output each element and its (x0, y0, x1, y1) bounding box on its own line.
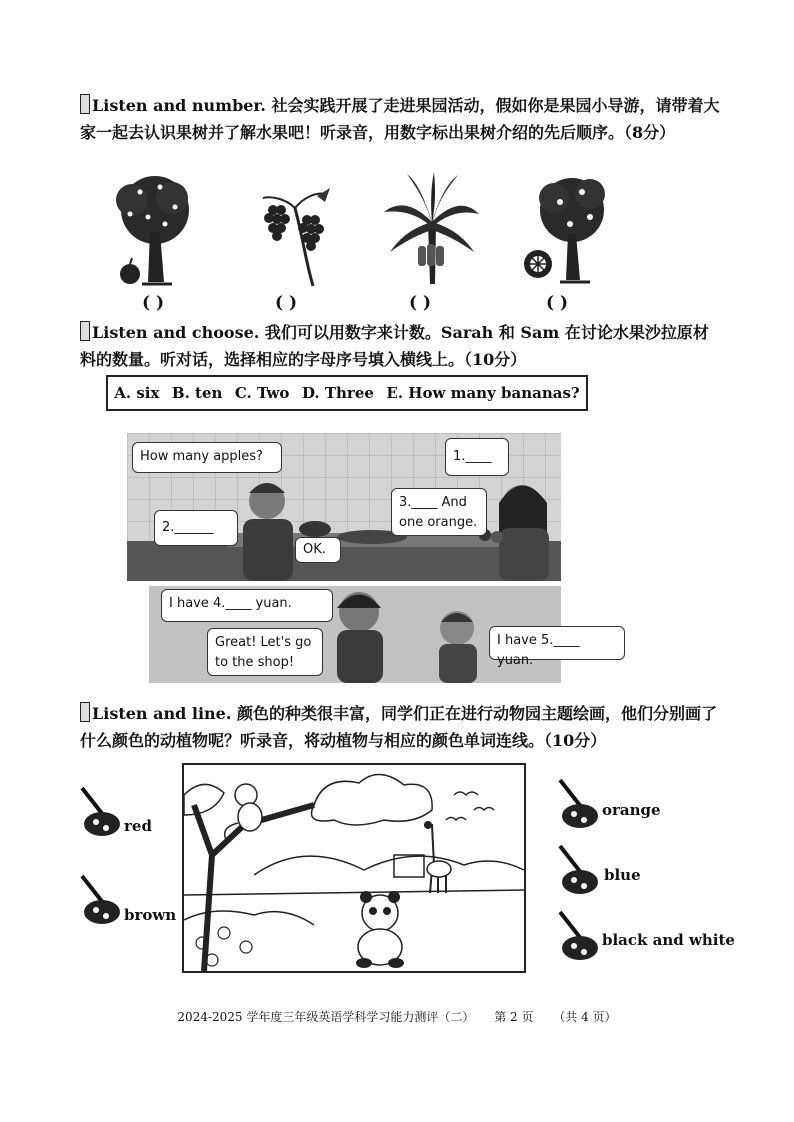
speech-bubble-blank-1[interactable]: 1.____ (445, 438, 509, 476)
section-marker-icon (80, 94, 90, 114)
palette-brush-icon-red (78, 786, 122, 838)
speech-bubble-blank-2[interactable]: 2.______ (154, 510, 238, 546)
orange-tree-icon (520, 172, 610, 284)
page-footer (0, 1008, 794, 1025)
section1-title: Listen and number. 社会实践开展了走进果园活动，假如你是果园小导游，请带着大家一起去认识果树并了解水果吧！听录音，用数字标出果树介绍的先后顺序。（8分） (80, 96, 720, 142)
palette-brush-icon-blue (556, 844, 600, 896)
apple-tree-icon (110, 172, 190, 290)
speech-bubble-blank-3[interactable]: 3.____ And one orange. (391, 488, 487, 536)
options-box (106, 375, 588, 411)
section-marker-icon (80, 702, 90, 722)
answer-paren-4[interactable]: ( ) (546, 293, 569, 313)
footer-total-pages: （共 4 页） (553, 1010, 617, 1024)
speech-bubble-blank-5[interactable]: I have 5.____ yuan. (489, 626, 625, 660)
footer-exam-title: 2024-2025 学年度三年级英语学科学习能力测评（二） (177, 1010, 475, 1024)
grape-vine-icon (255, 178, 335, 290)
palette-brush-icon-orange (556, 778, 600, 830)
option-e: E. How many bananas? (386, 384, 580, 402)
speech-bubble-lets-go: Great! Let's go to the shop! (207, 628, 323, 676)
color-label-red[interactable]: red (124, 817, 152, 835)
option-d: D. Three (301, 384, 374, 402)
banana-tree-icon (382, 172, 480, 290)
palette-brush-icon-brown (78, 874, 122, 926)
option-c: C. Two (234, 384, 290, 402)
option-a: A. six (114, 384, 160, 402)
color-label-black-and-white[interactable]: black and white (602, 931, 735, 949)
speech-bubble-how-many-apples: How many apples? (132, 442, 282, 473)
shopping-scene (149, 586, 580, 683)
speech-bubble-blank-4[interactable]: I have 4.____ yuan. (161, 589, 333, 622)
section2-title: Listen and choose. 我们可以用数字来计数。Sarah 和 Sam 在讨论水果沙拉原材料的数量。听对话，选择相应的字母序号填入横线上。（10分） (80, 323, 709, 369)
option-b: B. ten (171, 384, 223, 402)
color-label-blue[interactable]: blue (604, 866, 641, 884)
section3-title: Listen and line. 颜色的种类很丰富，同学们正在进行动物园主题绘画，他们分别画了什么颜色的动植物呢？听录音，将动植物与相应的颜色单词连线。（10分） (80, 704, 717, 750)
answer-paren-1[interactable]: ( ) (142, 293, 165, 313)
zoo-illustration (184, 765, 524, 971)
section-marker-icon (80, 321, 90, 341)
speech-bubble-ok: OK. (295, 537, 341, 563)
zoo-picture (182, 763, 526, 973)
color-label-orange[interactable]: orange (602, 801, 661, 819)
answer-paren-2[interactable]: ( ) (275, 293, 298, 313)
footer-page-number: 第 2 页 (494, 1010, 534, 1024)
kitchen-scene (127, 433, 561, 581)
answer-paren-3[interactable]: ( ) (409, 293, 432, 313)
palette-brush-icon-black-and-white (556, 910, 600, 962)
color-label-brown[interactable]: brown (124, 906, 177, 924)
